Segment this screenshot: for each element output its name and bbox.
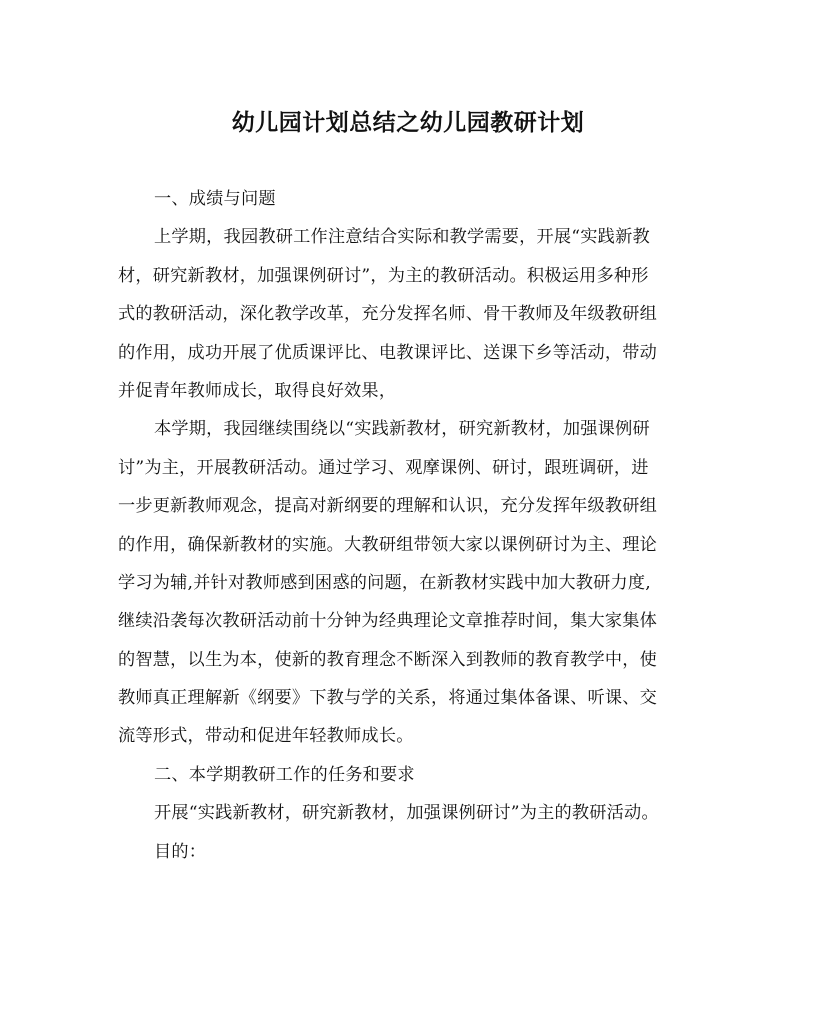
text-line: 的作用，成功开展了优质课评比、电教课评比、送课下乡等活动，带动 bbox=[118, 342, 658, 363]
text-line: 式的教研活动，深化教学改革，充分发挥名师、骨干教师及年级教研组 bbox=[118, 304, 658, 325]
text-line: 材，研究新教材，加强课例研讨”，为主的教研活动。积极运用多种形 bbox=[118, 265, 649, 286]
text-line: 上学期，我园教研工作注意结合实际和教学需要，开展“实践新教 bbox=[154, 227, 650, 248]
text-line: 目的： bbox=[154, 841, 207, 862]
text-line: 一步更新教师观念，提高对新纲要的理解和认识，充分发挥年级教研组 bbox=[118, 496, 658, 517]
text-line: 开展“实践新教材，研究新教材，加强课例研讨”为主的教研活动。 bbox=[154, 803, 659, 824]
text-line: 讨”为主，开展教研活动。通过学习、观摩课例、研讨，跟班调研，进 bbox=[118, 457, 649, 478]
text-line: 学习为辅,并针对教师感到困惑的问题，在新教材实践中加大教研力度, bbox=[118, 572, 651, 593]
text-line: 二、本学期教研工作的任务和要求 bbox=[154, 764, 415, 785]
text-line: 流等形式，带动和促进年轻教师成长。 bbox=[118, 726, 414, 747]
text-line: 的智慧，以生为本，使新的教育理念不断深入到教师的教育教学中，使 bbox=[118, 649, 658, 670]
text-line: 本学期，我园继续围绕以“实践新教材，研究新教材，加强课例研 bbox=[154, 419, 650, 440]
document-title: 幼儿园计划总结之幼儿园教研计划 bbox=[231, 109, 585, 136]
text-line: 一、成绩与问题 bbox=[154, 189, 276, 209]
document-body bbox=[118, 180, 698, 871]
text-line: 并促青年教师成长，取得良好效果， bbox=[118, 380, 397, 401]
text-line: 继续沿袭每次教研活动前十分钟为经典理论文章推荐时间，集大家集体 bbox=[118, 611, 658, 632]
text-line: 的作用，确保新教材的实施。大教研组带领大家以课例研讨为主、理论 bbox=[118, 534, 658, 555]
text-line: 教师真正理解新《纲要》下教与学的关系，将通过集体备课、听课、交 bbox=[118, 688, 658, 709]
